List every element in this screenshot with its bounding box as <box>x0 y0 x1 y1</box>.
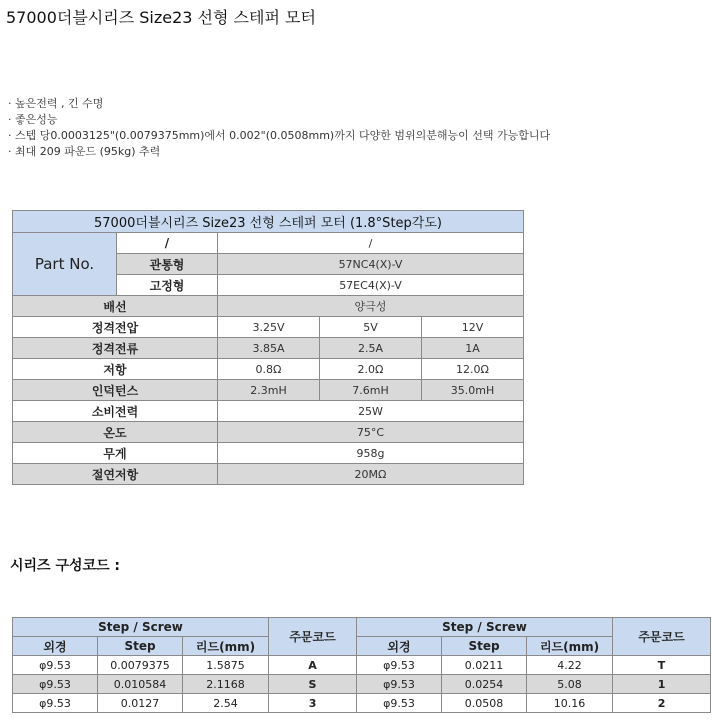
spec-table <box>12 210 524 485</box>
col-od-header: 외경 <box>13 637 98 656</box>
resistance-value: 12.0Ω <box>422 359 524 380</box>
weight-value: 958g <box>218 443 524 464</box>
od-cell: φ9.53 <box>13 675 98 694</box>
header-slash: / <box>218 233 524 254</box>
temperature-label: 온도 <box>13 422 218 443</box>
order-code-cell: 2 <box>613 694 711 713</box>
step-cell: 0.0079375 <box>98 656 183 675</box>
lead-cell: 2.1168 <box>183 675 269 694</box>
rated-current-label: 정격전류 <box>13 338 218 359</box>
rated-current-value: 3.85A <box>218 338 320 359</box>
step-screw-header: Step / Screw <box>13 618 269 637</box>
weight-label: 무게 <box>13 443 218 464</box>
od-cell: φ9.53 <box>13 694 98 713</box>
col-step-header: Step <box>98 637 183 656</box>
order-code-cell: A <box>269 656 357 675</box>
od-cell: φ9.53 <box>357 694 442 713</box>
lead-cell: 2.54 <box>183 694 269 713</box>
page-title: 57000더블시리즈 Size23 선형 스테퍼 모터 <box>6 8 316 27</box>
resistance-value: 2.0Ω <box>320 359 422 380</box>
lead-cell: 4.22 <box>527 656 613 675</box>
rated-voltage-value: 12V <box>422 317 524 338</box>
step-cell: 0.0254 <box>442 675 527 694</box>
fixed-type-label: 고정형 <box>117 275 218 296</box>
lead-cell: 1.5875 <box>183 656 269 675</box>
col-step-header: Step <box>442 637 527 656</box>
fixed-type-value: 57EC4(X)-V <box>218 275 524 296</box>
resistance-value: 0.8Ω <box>218 359 320 380</box>
rated-current-value: 1A <box>422 338 524 359</box>
through-type-value: 57NC4(X)-V <box>218 254 524 275</box>
lead-cell: 5.08 <box>527 675 613 694</box>
order-code-header: 주문코드 <box>269 618 357 656</box>
rated-voltage-value: 5V <box>320 317 422 338</box>
inductance-label: 인덕턴스 <box>13 380 218 401</box>
inductance-value: 7.6mH <box>320 380 422 401</box>
inductance-value: 35.0mH <box>422 380 524 401</box>
inductance-value: 2.3mH <box>218 380 320 401</box>
table-row <box>13 675 711 694</box>
order-code-header: 주문코드 <box>613 618 711 656</box>
power-label: 소비전력 <box>13 401 218 422</box>
lead-cell: 10.16 <box>527 694 613 713</box>
through-type-label: 관통형 <box>117 254 218 275</box>
temperature-value: 75°C <box>218 422 524 443</box>
power-value: 25W <box>218 401 524 422</box>
insulation-label: 절연저항 <box>13 464 218 485</box>
wiring-value: 양극성 <box>218 296 524 317</box>
step-cell: 0.0508 <box>442 694 527 713</box>
feature-item: · 스텝 당0.0003125"(0.0079375mm)에서 0.002"(0.0508mm)까지 다양한 범위의분해능이 선택 가능합니다 <box>8 129 551 142</box>
rated-voltage-label: 정격전압 <box>13 317 218 338</box>
step-screw-header: Step / Screw <box>357 618 613 637</box>
rated-voltage-value: 3.25V <box>218 317 320 338</box>
table-row <box>13 656 711 675</box>
table-row <box>13 694 711 713</box>
rated-current-value: 2.5A <box>320 338 422 359</box>
wiring-label: 배선 <box>13 296 218 317</box>
col-lead-header: 리드(mm) <box>183 637 269 656</box>
spec-table-caption: 57000더블시리즈 Size23 선형 스테퍼 모터 (1.8°Step각도) <box>13 211 524 233</box>
feature-item: · 높은전력 , 긴 수명 <box>8 97 104 110</box>
series-code-title: 시리즈 구성코드 : <box>10 558 121 574</box>
step-cell: 0.010584 <box>98 675 183 694</box>
od-cell: φ9.53 <box>13 656 98 675</box>
feature-item: · 좋은성능 <box>8 113 58 126</box>
series-code-table <box>12 617 711 713</box>
col-od-header: 외경 <box>357 637 442 656</box>
col-lead-header: 리드(mm) <box>527 637 613 656</box>
order-code-cell: 3 <box>269 694 357 713</box>
step-cell: 0.0127 <box>98 694 183 713</box>
od-cell: φ9.53 <box>357 656 442 675</box>
feature-list <box>8 96 550 160</box>
order-code-cell: 1 <box>613 675 711 694</box>
step-cell: 0.0211 <box>442 656 527 675</box>
part-no-label: Part No. <box>13 233 117 296</box>
insulation-value: 20MΩ <box>218 464 524 485</box>
resistance-label: 저항 <box>13 359 218 380</box>
od-cell: φ9.53 <box>357 675 442 694</box>
header-slash: / <box>117 233 218 254</box>
order-code-cell: S <box>269 675 357 694</box>
feature-item: · 최대 209 파운드 (95kg) 추력 <box>8 145 161 158</box>
order-code-cell: T <box>613 656 711 675</box>
